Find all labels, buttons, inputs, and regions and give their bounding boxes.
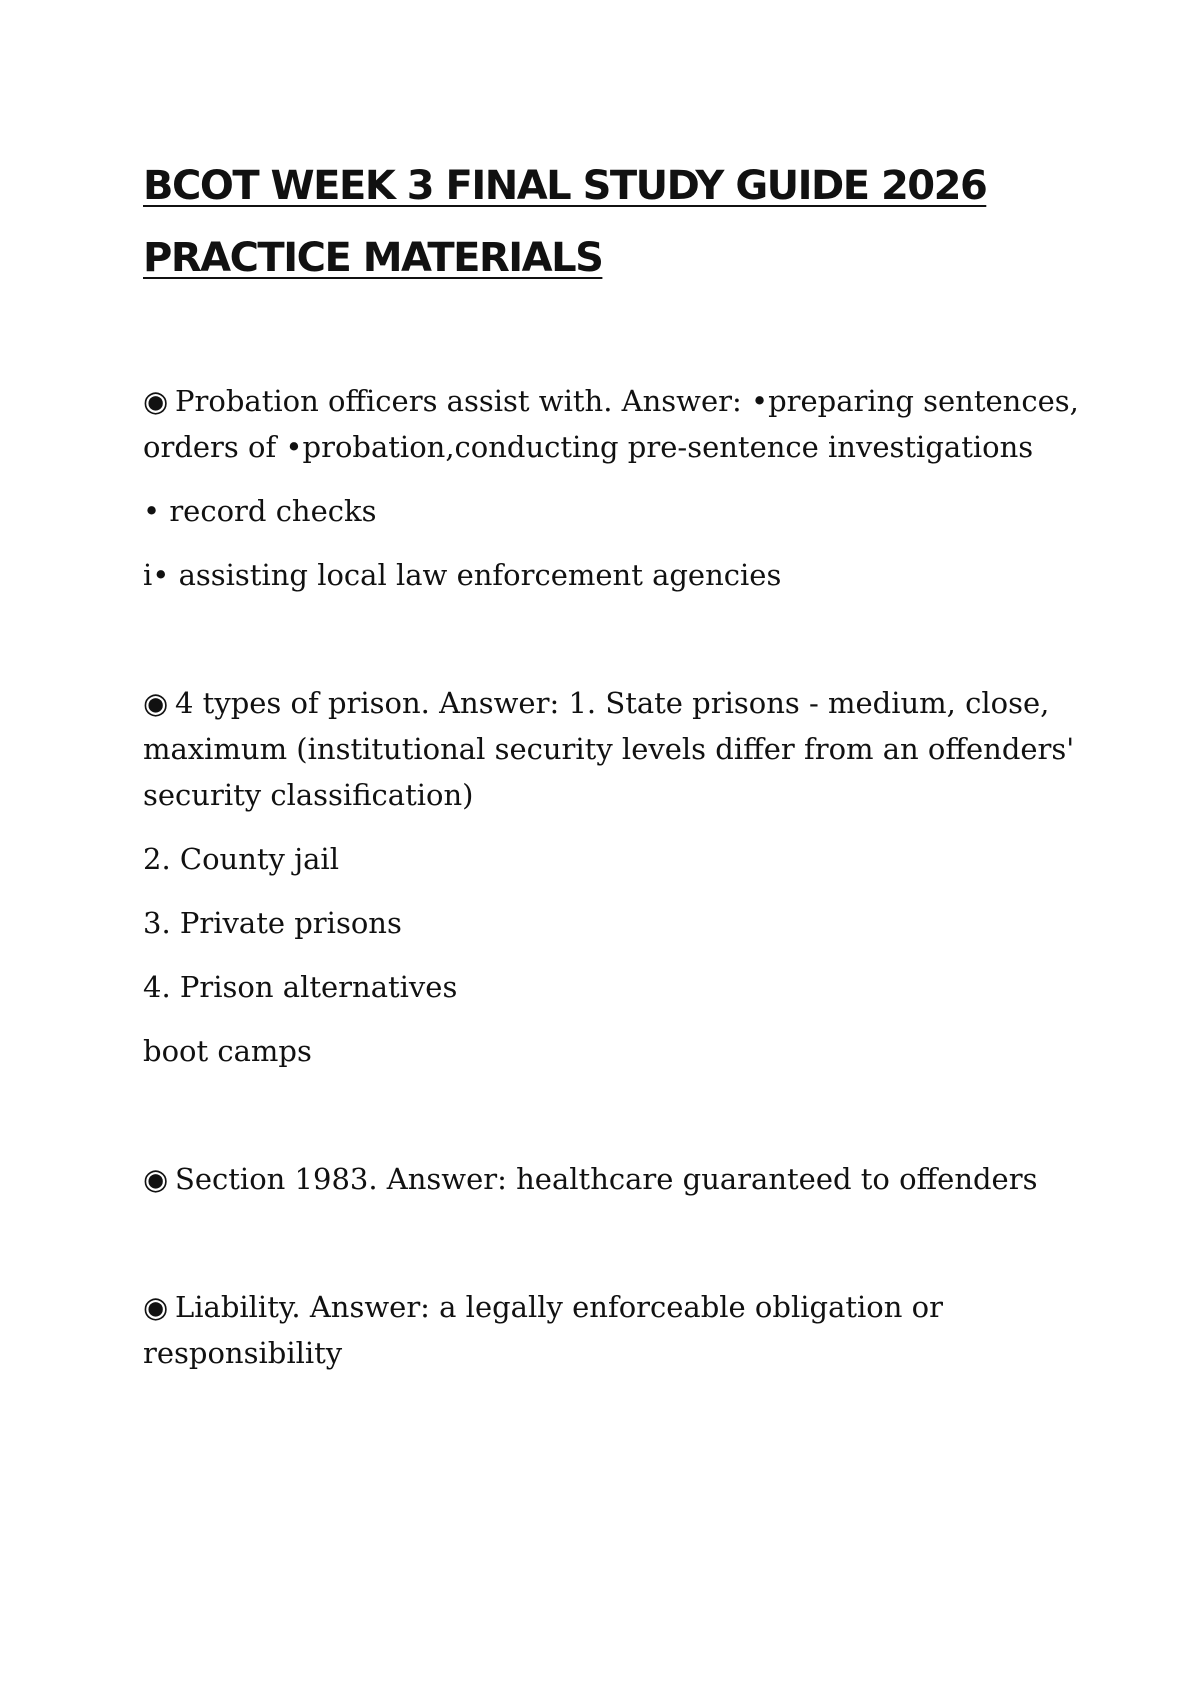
spacer <box>143 1202 1083 1284</box>
spacer <box>143 598 1083 680</box>
answer-extra-line: 4. Prison alternatives <box>143 970 458 1004</box>
question-line: maximum (institutional security levels differ from an offenders' <box>143 732 1075 766</box>
answer-extra-line: i• assisting local law enforcement agencies <box>143 558 782 592</box>
qa-item-liability <box>143 1284 1083 1376</box>
spacer <box>143 1074 1083 1156</box>
qa-item-section-1983 <box>143 1156 1083 1202</box>
title-line-2: PRACTICE MATERIALS <box>143 235 603 281</box>
question-text: 4 types of prison. Answer: 1. State prisons - medium, close, <box>175 686 1050 720</box>
radio-bullet-icon: ◉ <box>143 1162 169 1196</box>
question-line <box>143 1284 1083 1376</box>
question-line <box>143 680 1083 726</box>
question-text: Probation officers assist with. Answer: •preparing sentences, <box>175 384 1079 418</box>
document-title <box>143 150 1083 294</box>
question-text: Section 1983. Answer: healthcare guaranteed to offenders <box>175 1162 1038 1196</box>
radio-bullet-icon: ◉ <box>143 1290 169 1324</box>
qa-item-probation-officers <box>143 378 1083 598</box>
answer-extra-line: • record checks <box>143 494 377 528</box>
question-line <box>143 1156 1083 1202</box>
question-line: orders of •probation,conducting pre-sentence investigations <box>143 430 1034 464</box>
answer-extra-line: 3. Private prisons <box>143 906 402 940</box>
question-text: Liability. Answer: a legally enforceable obligation or responsibility <box>143 1290 943 1370</box>
radio-bullet-icon: ◉ <box>143 384 169 418</box>
study-guide-content <box>143 378 1083 1376</box>
answer-extra-line: boot camps <box>143 1034 312 1068</box>
question-line <box>143 378 1083 424</box>
question-line: security classification) <box>143 778 474 812</box>
qa-item-prison-types <box>143 680 1083 1074</box>
title-line-1: BCOT WEEK 3 FINAL STUDY GUIDE 2026 <box>143 163 987 209</box>
answer-extra-line: 2. County jail <box>143 842 339 876</box>
radio-bullet-icon: ◉ <box>143 686 169 720</box>
